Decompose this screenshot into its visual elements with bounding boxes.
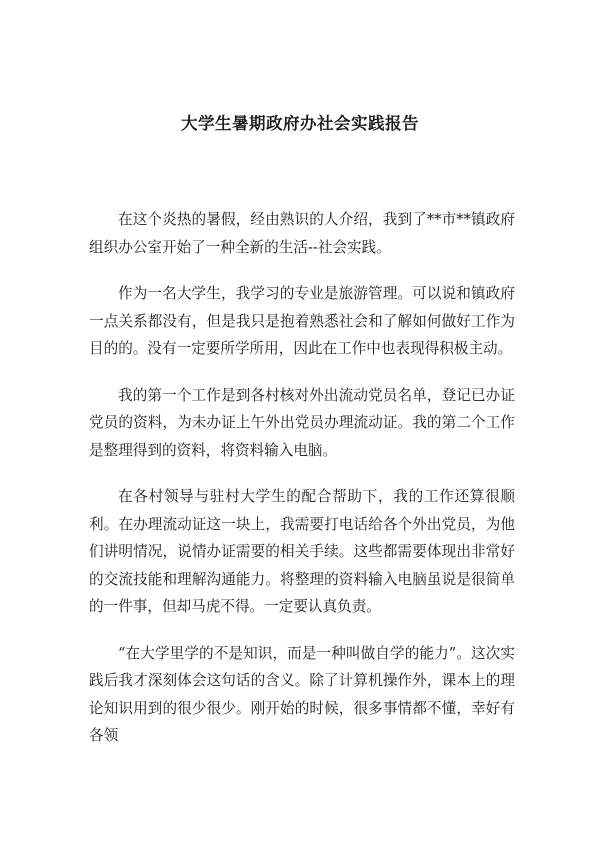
paragraph: 在各村领导与驻村大学生的配合帮助下，我的工作还算很顺利。在办理流动证这一块上，我需要打电话给各个外出党员，为他们讲明情况，说情办证需要的相关手续。这些都需要体现出非常好的交流技能和理解沟通能力。将整理的资料输入电脑虽说是很简单的一件事，但却马虎不得。一定要认真负责。 — [89, 488, 515, 615]
document-title: 大学生暑期政府办社会实践报告 — [181, 114, 419, 133]
paragraph: “在大学里学的不是知识，而是一种叫做自学的能力”。这次实践后我才深刻体会这句话的含义。除了计算机操作外，课本上的理论知识用到的很少很少。刚开始的时候，很多事情都不懂，幸好有各领 — [89, 644, 515, 744]
document-body — [89, 206, 515, 769]
paragraph: 作为一名大学生，我学习的专业是旅游管理。可以说和镇政府一点关系都没有，但是我只是抱着熟悉社会和了解如何做好工作为目的的。没有一定要所学所用，因此在工作中也表现得积极主动。 — [89, 285, 515, 357]
paragraph: 在这个炎热的暑假，经由熟识的人介绍，我到了**市**镇政府组织办公室开始了一种全新的生活--社会实践。 — [89, 211, 515, 256]
paragraph: 我的第一个工作是到各村核对外出流动党员名单，登记已办证党员的资料，为未办证上午外出党员办理流动证。我的第二个工作是整理得到的资料，将资料输入电脑。 — [89, 386, 515, 459]
